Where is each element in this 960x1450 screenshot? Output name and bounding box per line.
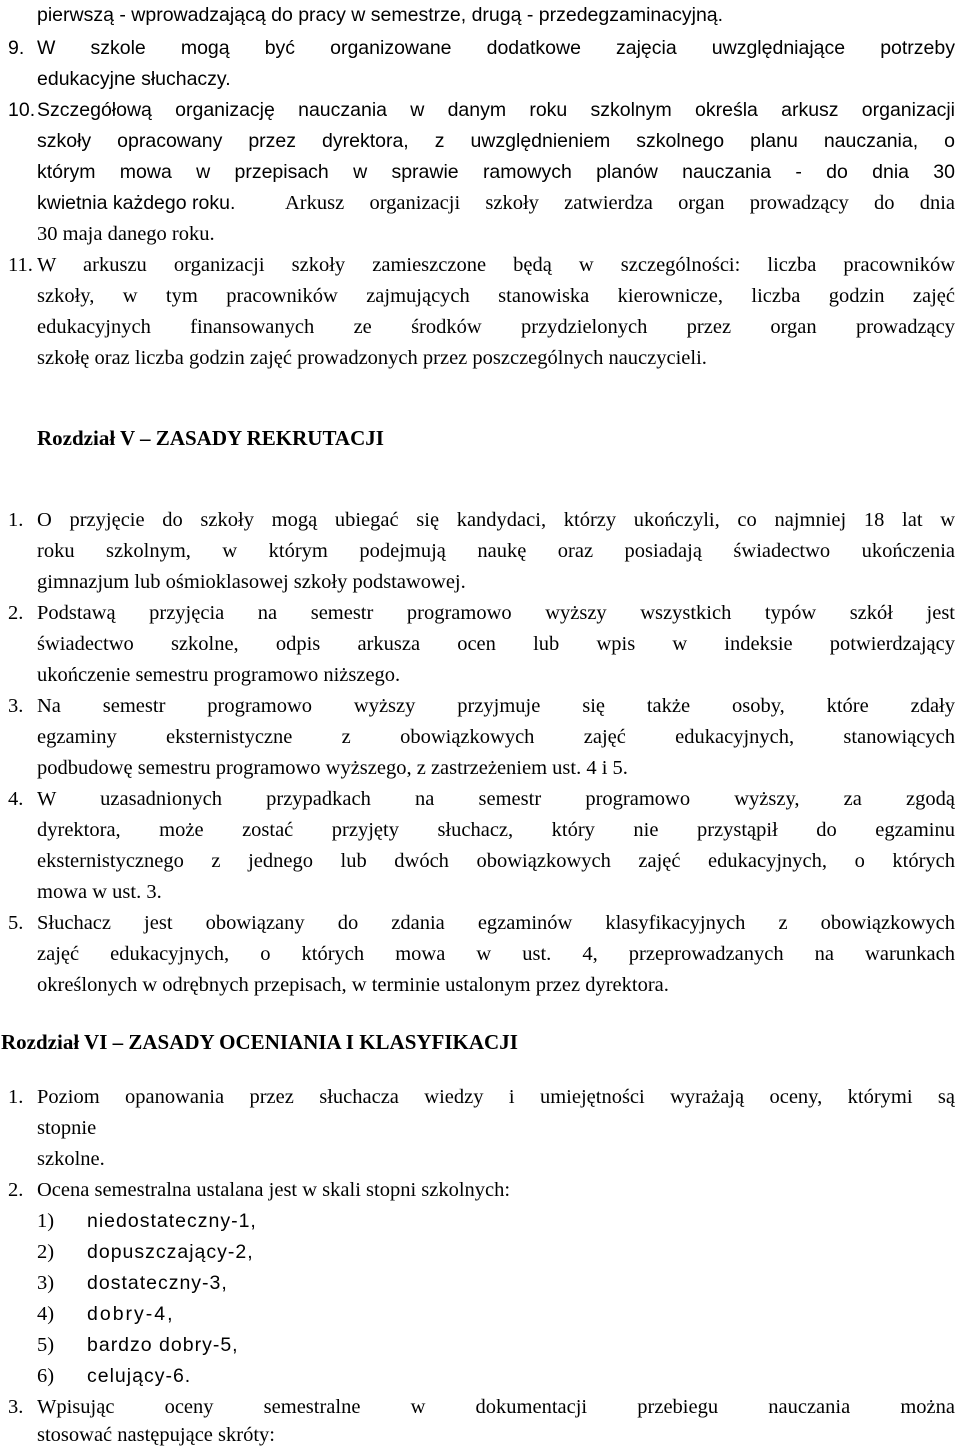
item-11-number: 11. bbox=[8, 254, 33, 276]
item-11-line: szkołę oraz liczba godzin zajęć prowadzonych przez poszczególnych nauczycieli. bbox=[37, 347, 707, 369]
ch5-item-5-line: określonych w odrębnych przepisach, w terminie ustalonym przez dyrektora. bbox=[37, 974, 669, 996]
ch5-item-5-number: 5. bbox=[8, 912, 24, 934]
chapter-6-heading: Rozdział VI – ZASADY OCENIANIA I KLASYFIKACJI bbox=[1, 1030, 518, 1054]
grade-label: bardzo dobry-5, bbox=[87, 1334, 239, 1356]
ch5-item-3-line: Na semestr programowo wyższy przyjmuje się także osoby, które zdały bbox=[37, 695, 955, 717]
ch6-item-1-number: 1. bbox=[8, 1086, 24, 1108]
item-10-line: 30 maja danego roku. bbox=[37, 223, 215, 245]
ch5-item-4-number: 4. bbox=[8, 788, 24, 810]
grade-number: 4) bbox=[37, 1303, 55, 1325]
item-11-line: szkoły, w tym pracowników zajmujących stanowiska kierownicze, liczba godzin zajęć bbox=[37, 285, 955, 307]
item-10-line: kwietnia każdego roku. bbox=[37, 192, 236, 214]
ch5-item-2-line: Podstawą przyjęcia na semestr programowo wyższy wszystkich typów szkół jest bbox=[37, 602, 955, 624]
ch6-item-2-line: Ocena semestralna ustalana jest w skali stopni szkolnych: bbox=[37, 1179, 511, 1201]
ch5-item-1-number: 1. bbox=[8, 509, 24, 531]
item-10-line: którym mowa w przepisach w sprawie ramowych planów nauczania - do dnia 30 bbox=[37, 161, 955, 183]
ch5-item-2-line: świadectwo szkolne, odpis arkusza ocen lub wpis w indeksie potwierdzający bbox=[37, 633, 955, 655]
paragraph-continuation: pierwszą - wprowadzającą do pracy w semestrze, drugą - przedegzaminacyjną. bbox=[37, 4, 724, 26]
ch5-item-3-line: egzaminy eksternistyczne z obowiązkowych zajęć edukacyjnych, stanowiących bbox=[37, 726, 955, 748]
ch6-item-3-line: Wpisując oceny semestralne w dokumentacji przebiegu nauczania można bbox=[37, 1396, 955, 1418]
grade-number: 2) bbox=[37, 1241, 55, 1263]
chapter-5-heading: Rozdział V – ZASADY REKRUTACJI bbox=[37, 426, 384, 450]
grade-label: dopuszczający-2, bbox=[87, 1241, 254, 1263]
item-10-line: Arkusz organizacji szkoły zatwierdza organ prowadzący do dnia bbox=[285, 192, 955, 214]
ch5-item-4-line: mowa w ust. 3. bbox=[37, 881, 162, 903]
grade-label: celujący-6. bbox=[87, 1365, 192, 1387]
grade-number: 5) bbox=[37, 1334, 55, 1356]
item-11-line: edukacyjnych finansowanych ze środków przydzielonych przez organ prowadzący bbox=[37, 316, 955, 338]
ch5-item-4-line: W uzasadnionych przypadkach na semestr programowo wyższy, za zgodą bbox=[37, 788, 955, 810]
ch5-item-1-line: O przyjęcie do szkoły mogą ubiegać się kandydaci, którzy ukończyli, co najmniej 18 lat w bbox=[37, 509, 955, 531]
grade-label: niedostateczny-1, bbox=[87, 1210, 257, 1232]
item-9-line: edukacyjne słuchaczy. bbox=[37, 68, 231, 90]
ch5-item-1-line: gimnazjum lub ośmioklasowej szkoły podstawowej. bbox=[37, 571, 466, 593]
ch5-item-3-line: podbudowę semestru programowo wyższego, z zastrzeżeniem ust. 4 i 5. bbox=[37, 757, 628, 779]
ch6-item-1-line: stopnie bbox=[37, 1117, 97, 1139]
item-9-line: W szkole mogą być organizowane dodatkowe zajęcia uwzględniające potrzeby bbox=[37, 37, 955, 59]
grade-number: 1) bbox=[37, 1210, 55, 1232]
item-9-number: 9. bbox=[8, 37, 25, 59]
grade-number: 3) bbox=[37, 1272, 55, 1294]
ch6-item-2-number: 2. bbox=[8, 1179, 24, 1201]
ch5-item-5-line: Słuchacz jest obowiązany do zdania egzaminów klasyfikacyjnych z obowiązkowych bbox=[37, 912, 955, 934]
ch6-item-3-line: stosować następujące skróty: bbox=[37, 1424, 275, 1446]
item-10-line: Szczegółową organizację nauczania w danym roku szkolnym określa arkusz organizacji bbox=[37, 99, 955, 121]
grade-number: 6) bbox=[37, 1365, 55, 1387]
ch6-item-3-number: 3. bbox=[8, 1396, 24, 1418]
grade-label: dobry-4, bbox=[87, 1303, 175, 1325]
ch5-item-5-line: zajęć edukacyjnych, o których mowa w ust. 4, przeprowadzanych na warunkach bbox=[37, 943, 955, 965]
ch5-item-4-line: eksternistycznego z jednego lub dwóch obowiązkowych zajęć edukacyjnych, o których bbox=[37, 850, 955, 872]
item-10-number: 10. bbox=[8, 99, 36, 121]
ch5-item-3-number: 3. bbox=[8, 695, 24, 717]
item-10-line: szkoły opracowany przez dyrektora, z uwzględnieniem szkolnego planu nauczania, o bbox=[37, 130, 955, 152]
ch6-item-1-line: Poziom opanowania przez słuchacza wiedzy i umiejętności wyrażają oceny, którymi są bbox=[37, 1086, 955, 1108]
grade-label: dostateczny-3, bbox=[87, 1272, 228, 1294]
item-11-line: W arkuszu organizacji szkoły zamieszczone będą w szczególności: liczba pracowników bbox=[37, 254, 955, 276]
ch5-item-4-line: dyrektora, może zostać przyjęty słuchacz, który nie przystąpił do egzaminu bbox=[37, 819, 955, 841]
ch5-item-2-line: ukończenie semestru programowo niższego. bbox=[37, 664, 401, 686]
ch5-item-2-number: 2. bbox=[8, 602, 24, 624]
ch5-item-1-line: roku szkolnym, w którym podejmują naukę oraz posiadają świadectwo ukończenia bbox=[37, 540, 955, 562]
ch6-item-1-line: szkolne. bbox=[37, 1148, 105, 1170]
